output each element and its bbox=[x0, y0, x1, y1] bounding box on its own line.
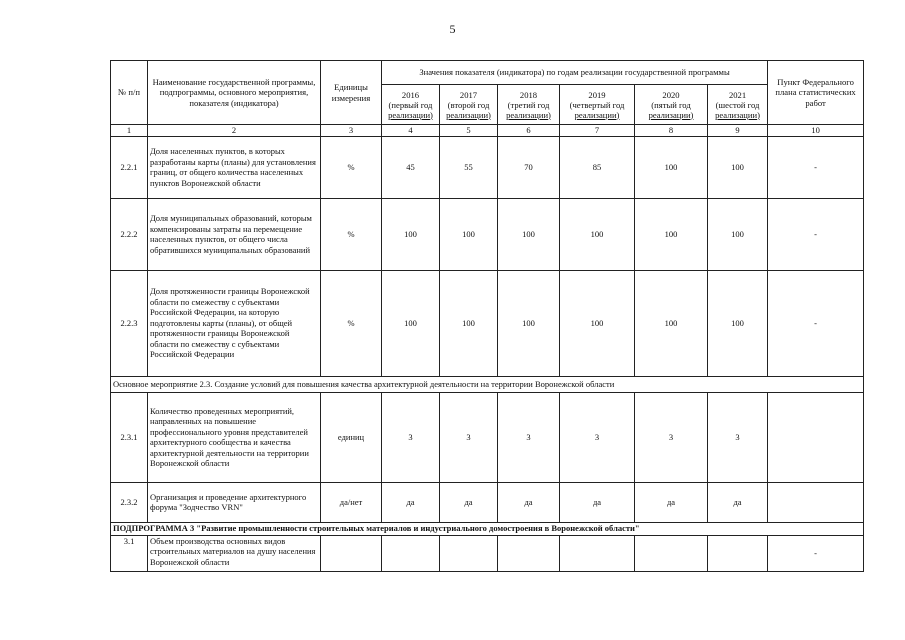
header-col-unit: Единицы измерения bbox=[321, 61, 382, 125]
row-value: 45 bbox=[382, 136, 440, 198]
row-value: 70 bbox=[498, 136, 560, 198]
row-indicator-name: Объем производства основных видов строительных материалов на душу населения Воронежской области bbox=[148, 535, 321, 571]
row-value: 100 bbox=[498, 198, 560, 270]
row-value bbox=[498, 535, 560, 571]
row-federal: - bbox=[768, 198, 864, 270]
row-number: 2.2.2 bbox=[111, 198, 148, 270]
row-federal bbox=[768, 392, 864, 482]
row-indicator-name: Количество проведенных мероприятий, направленных на повышение профессионального уровня представителей архитектурного сообщества и качества архитектурной деятельности на территории Воронежской области bbox=[148, 392, 321, 482]
header-year-2019: 2019 (четвертый год реализации) bbox=[560, 85, 635, 125]
section-row bbox=[111, 376, 864, 392]
row-value: 100 bbox=[708, 270, 768, 376]
row-value: 55 bbox=[440, 136, 498, 198]
header-col-values: Значения показателя (индикатора) по годам реализации государственной программы bbox=[382, 61, 768, 85]
row-value: да bbox=[708, 482, 768, 522]
row-number: 2.2.3 bbox=[111, 270, 148, 376]
row-value: 100 bbox=[382, 198, 440, 270]
row-value: 100 bbox=[440, 270, 498, 376]
column-numbers-row bbox=[111, 125, 864, 137]
row-value bbox=[382, 535, 440, 571]
header-year-2017: 2017 (второй год реализации) bbox=[440, 85, 498, 125]
row-value: 100 bbox=[635, 198, 708, 270]
row-number: 2.3.2 bbox=[111, 482, 148, 522]
row-federal: - bbox=[768, 535, 864, 571]
row-value: 3 bbox=[382, 392, 440, 482]
row-value: да bbox=[382, 482, 440, 522]
column-number: 1 bbox=[111, 125, 148, 137]
table-row bbox=[111, 392, 864, 482]
table-row bbox=[111, 270, 864, 376]
table-row bbox=[111, 482, 864, 522]
row-value: 3 bbox=[708, 392, 768, 482]
column-number: 3 bbox=[321, 125, 382, 137]
indicators-table bbox=[110, 60, 864, 572]
column-number: 8 bbox=[635, 125, 708, 137]
table-row bbox=[111, 535, 864, 571]
row-value: да bbox=[635, 482, 708, 522]
row-value: да bbox=[440, 482, 498, 522]
row-federal: - bbox=[768, 136, 864, 198]
row-unit: % bbox=[321, 198, 382, 270]
row-value: 100 bbox=[382, 270, 440, 376]
header-year-2016: 2016 (первый год реализации) bbox=[382, 85, 440, 125]
column-number: 7 bbox=[560, 125, 635, 137]
row-value: 3 bbox=[560, 392, 635, 482]
row-unit: % bbox=[321, 270, 382, 376]
table-row bbox=[111, 198, 864, 270]
row-value: 3 bbox=[635, 392, 708, 482]
column-number: 2 bbox=[148, 125, 321, 137]
section-title-2-3: Основное мероприятие 2.3. Создание условий для повышения качества архитектурной деятельности на территории Воронежской области bbox=[111, 376, 864, 392]
column-number: 5 bbox=[440, 125, 498, 137]
row-number: 3.1 bbox=[111, 535, 148, 571]
subprogram-row bbox=[111, 522, 864, 535]
row-unit bbox=[321, 535, 382, 571]
row-indicator-name: Организация и проведение архитектурного форума "Зодчество VRN" bbox=[148, 482, 321, 522]
row-number: 2.3.1 bbox=[111, 392, 148, 482]
row-indicator-name: Доля протяженности границы Воронежской области по смежеству с субъектами Российской Федерации, на которую подготовлены карты (планы), от общей протяженности границы Воронежской области по смежеству с субъектами Российской Федерации bbox=[148, 270, 321, 376]
row-value bbox=[708, 535, 768, 571]
row-value: 100 bbox=[708, 136, 768, 198]
column-number: 10 bbox=[768, 125, 864, 137]
header-year-2020: 2020 (пятый год реализации) bbox=[635, 85, 708, 125]
row-federal: - bbox=[768, 270, 864, 376]
row-federal bbox=[768, 482, 864, 522]
row-indicator-name: Доля муниципальных образований, которым компенсированы затраты на перемещение населенных пунктов, от общего числа обратившихся муниципальных образований bbox=[148, 198, 321, 270]
row-value: 85 bbox=[560, 136, 635, 198]
table-row bbox=[111, 136, 864, 198]
header-year-2018: 2018 (третий год реализации) bbox=[498, 85, 560, 125]
row-value: 100 bbox=[560, 198, 635, 270]
row-value: 100 bbox=[708, 198, 768, 270]
row-indicator-name: Доля населенных пунктов, в которых разработаны карты (планы) для установления границ, от общего количества населенных пунктов Воронежской области bbox=[148, 136, 321, 198]
row-unit: единиц bbox=[321, 392, 382, 482]
header-year-2021: 2021 (шестой год реализации) bbox=[708, 85, 768, 125]
row-value: 100 bbox=[560, 270, 635, 376]
header-col-num: № п/п bbox=[111, 61, 148, 125]
page-number: 5 bbox=[449, 22, 456, 36]
column-number: 9 bbox=[708, 125, 768, 137]
row-value bbox=[440, 535, 498, 571]
row-value bbox=[635, 535, 708, 571]
header-col-federal: Пункт Федерального плана статистических работ bbox=[768, 61, 864, 125]
row-value: 3 bbox=[498, 392, 560, 482]
row-unit: % bbox=[321, 136, 382, 198]
header-col-name: Наименование государственной программы, подпрограммы, основного мероприятия, показателя (индикатора) bbox=[148, 61, 321, 125]
row-value: 3 bbox=[440, 392, 498, 482]
row-value: 100 bbox=[635, 270, 708, 376]
row-value bbox=[560, 535, 635, 571]
column-number: 4 bbox=[382, 125, 440, 137]
subprogram-title-3: ПОДПРОГРАММА 3 "Развитие промышленности строительных материалов и индустриального домостроения в Воронежской области" bbox=[111, 522, 864, 535]
row-value: да bbox=[560, 482, 635, 522]
row-value: 100 bbox=[635, 136, 708, 198]
row-value: да bbox=[498, 482, 560, 522]
row-value: 100 bbox=[498, 270, 560, 376]
column-number: 6 bbox=[498, 125, 560, 137]
row-number: 2.2.1 bbox=[111, 136, 148, 198]
row-unit: да/нет bbox=[321, 482, 382, 522]
row-value: 100 bbox=[440, 198, 498, 270]
